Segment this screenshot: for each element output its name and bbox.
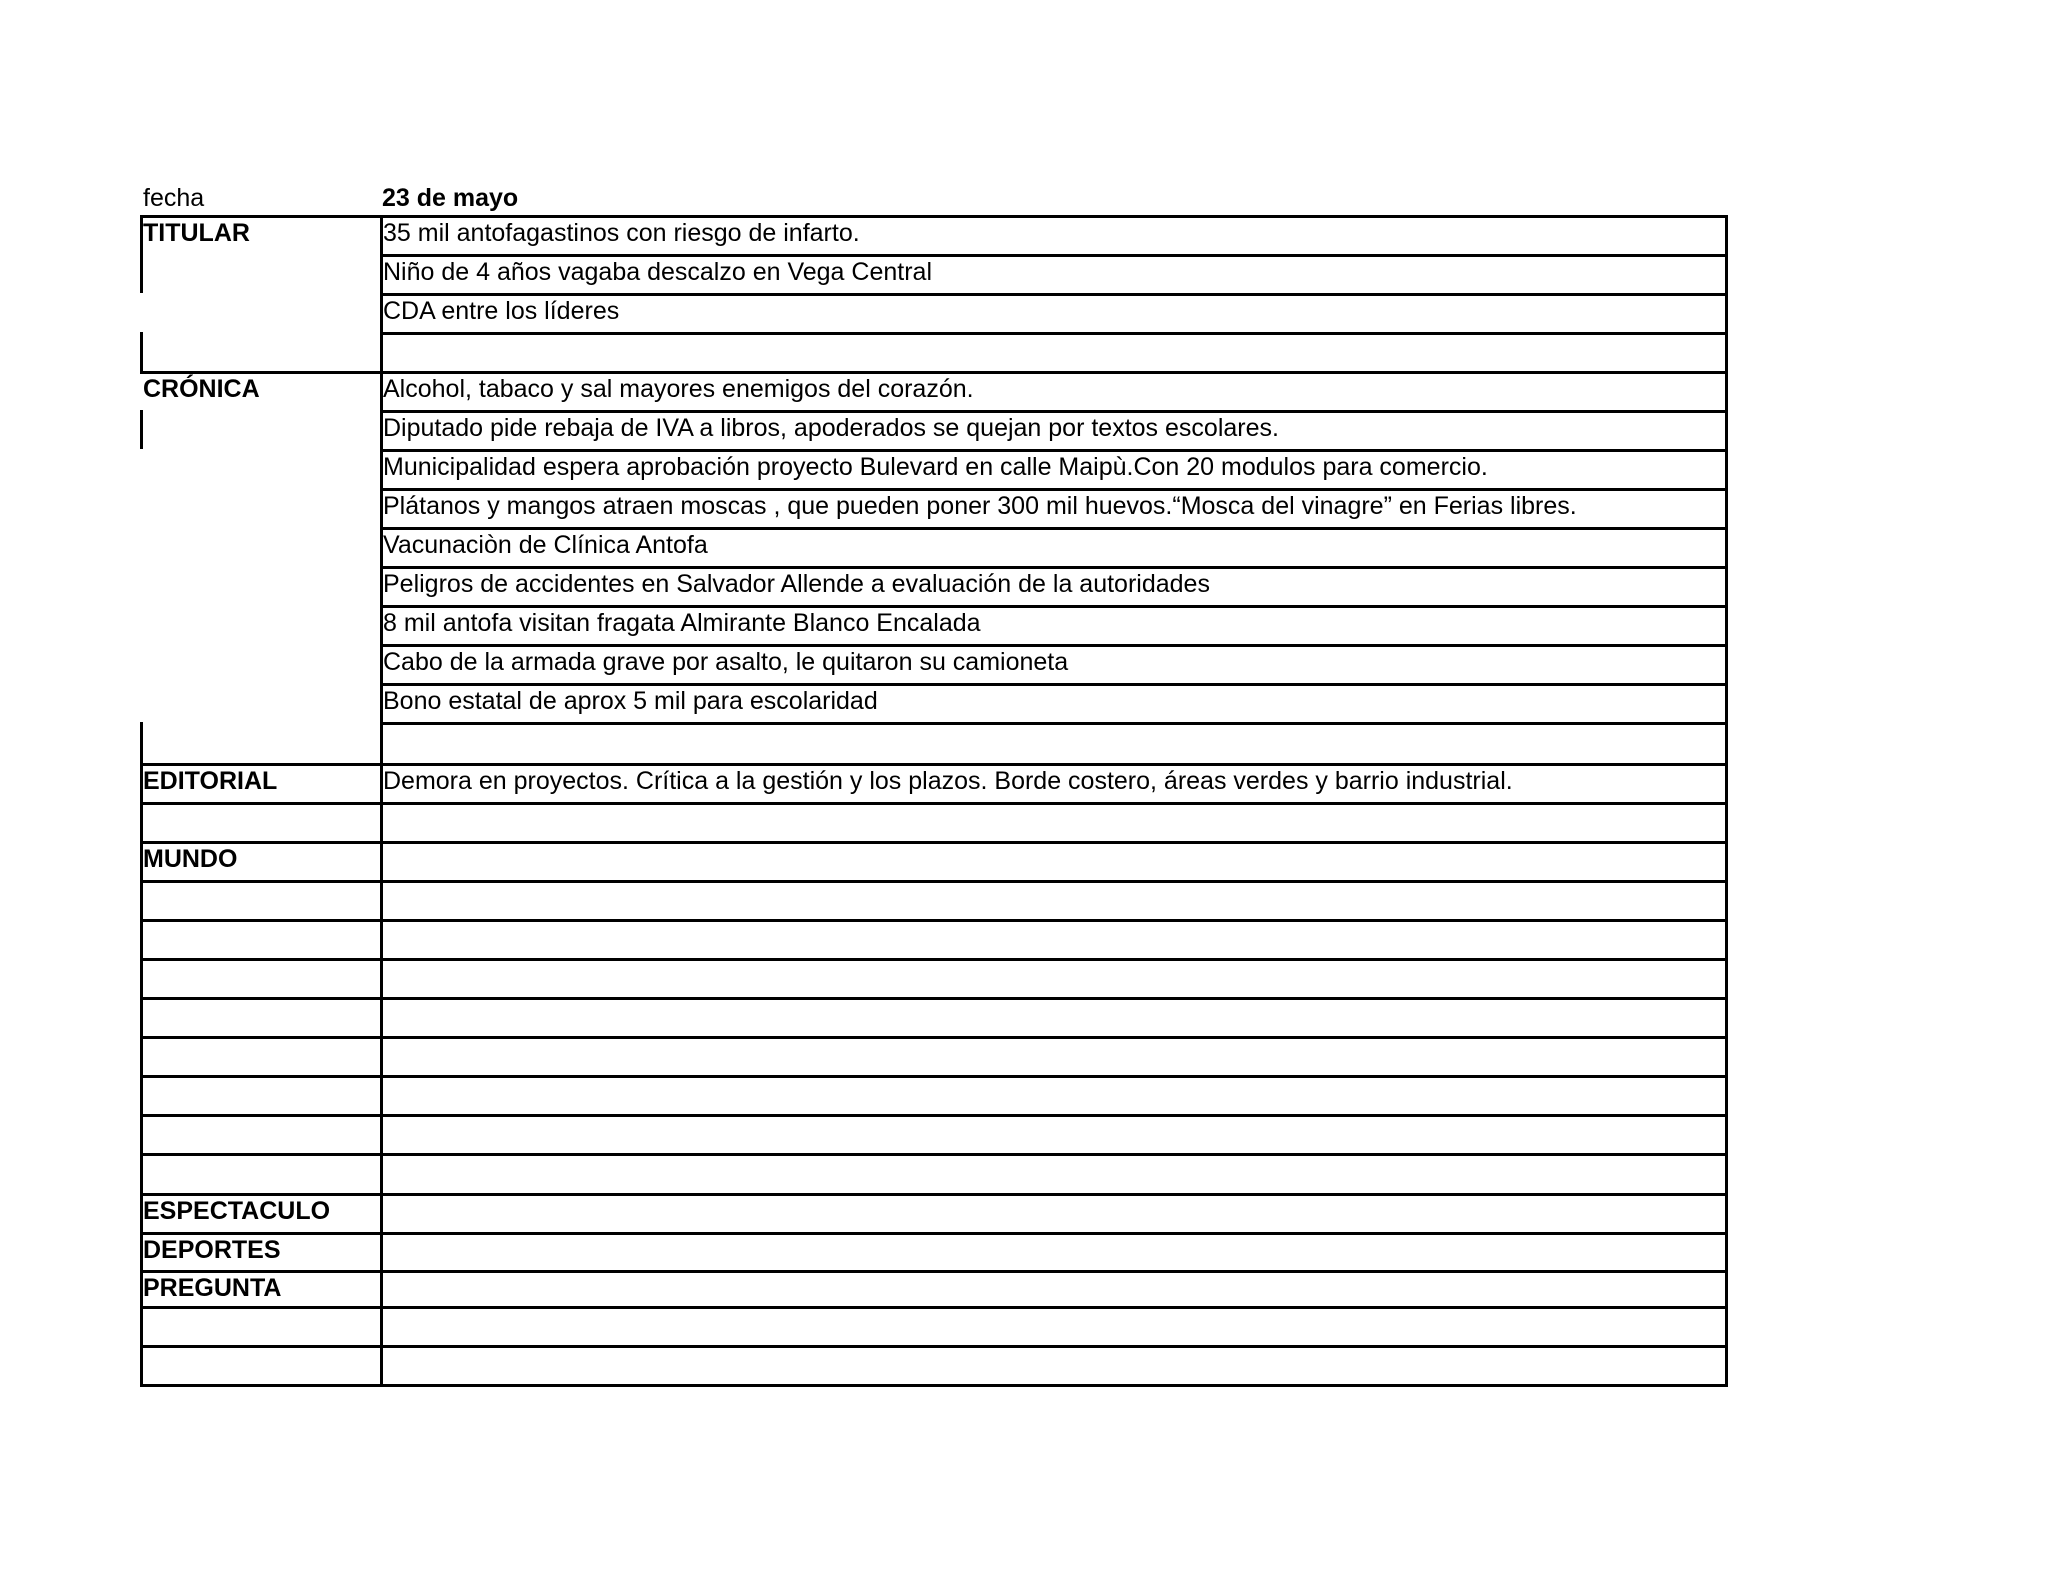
headline-cell: Peligros de accidentes en Salvador Allende a evaluación de la autoridades — [383, 570, 1210, 598]
right-vertical — [1725, 215, 1728, 1387]
row-border — [380, 841, 1725, 844]
row-border — [380, 722, 1725, 725]
headline-cell: Plátanos y mangos atraen moscas , que pueden poner 300 mil huevos.“Mosca del vinagre” en Ferias libres. — [383, 492, 1577, 520]
middle-vertical — [380, 215, 383, 1387]
headline-cell: Niño de 4 años vagaba descalzo en Vega Central — [383, 258, 932, 286]
date-label: fecha — [143, 184, 205, 212]
row-border — [380, 997, 1725, 1000]
row-border — [380, 332, 1725, 335]
left-vertical — [140, 332, 143, 371]
label-border — [140, 880, 380, 883]
label-border — [140, 1153, 380, 1156]
table-bottom-border — [140, 1384, 1728, 1387]
row-border — [380, 1153, 1725, 1156]
left-vertical — [140, 722, 143, 1387]
headline-cell: Municipalidad espera aprobación proyecto Bulevard en calle Maipù.Con 20 modulos para comercio. — [383, 453, 1488, 481]
label-border — [140, 997, 380, 1000]
label-border — [140, 1345, 380, 1348]
headline-cell: Diputado pide rebaja de IVA a libros, apoderados se quejan por textos escolares. — [383, 414, 1279, 442]
headline-cell: 8 mil antofa visitan fragata Almirante Blanco Encalada — [383, 609, 981, 637]
label-border — [140, 919, 380, 922]
headline-cell: Alcohol, tabaco y sal mayores enemigos del corazón. — [383, 375, 974, 403]
left-vertical — [140, 215, 143, 293]
row-border — [380, 958, 1725, 961]
label-border — [140, 1306, 380, 1309]
section-label: CRÓNICA — [143, 375, 260, 403]
row-border — [380, 1270, 1725, 1273]
section-label: ESPECTACULO — [143, 1197, 331, 1225]
row-border — [380, 1232, 1725, 1235]
row-border — [380, 1036, 1725, 1039]
date-value: 23 de mayo — [382, 184, 519, 212]
row-border — [380, 880, 1725, 883]
row-border — [380, 1306, 1725, 1309]
section-label: DEPORTES — [143, 1236, 281, 1264]
headline-cell: Bono estatal de aprox 5 mil para escolaridad — [383, 687, 878, 715]
row-border — [380, 1193, 1725, 1196]
section-label: TITULAR — [143, 219, 250, 247]
label-border — [140, 958, 380, 961]
row-border — [380, 919, 1725, 922]
label-border — [140, 1075, 380, 1078]
label-border — [140, 1114, 380, 1117]
section-label: MUNDO — [143, 845, 238, 873]
row-border — [380, 802, 1725, 805]
headline-cell: Cabo de la armada grave por asalto, le quitaron su camioneta — [383, 648, 1069, 676]
row-border — [380, 1114, 1725, 1117]
section-label: EDITORIAL — [143, 767, 278, 795]
row-border — [380, 1075, 1725, 1078]
label-border — [140, 1036, 380, 1039]
headline-cell: Vacunaciòn de Clínica Antofa — [383, 531, 708, 559]
section-label: PREGUNTA — [143, 1274, 282, 1302]
headline-cell: 35 mil antofagastinos con riesgo de infarto. — [383, 219, 860, 247]
row-border — [380, 1345, 1725, 1348]
headline-cell: Demora en proyectos. Crítica a la gestión y los plazos. Borde costero, áreas verdes y barrio industrial. — [383, 767, 1513, 795]
left-vertical — [140, 410, 143, 449]
headline-cell: CDA entre los líderes — [383, 297, 620, 325]
label-border — [140, 802, 380, 805]
